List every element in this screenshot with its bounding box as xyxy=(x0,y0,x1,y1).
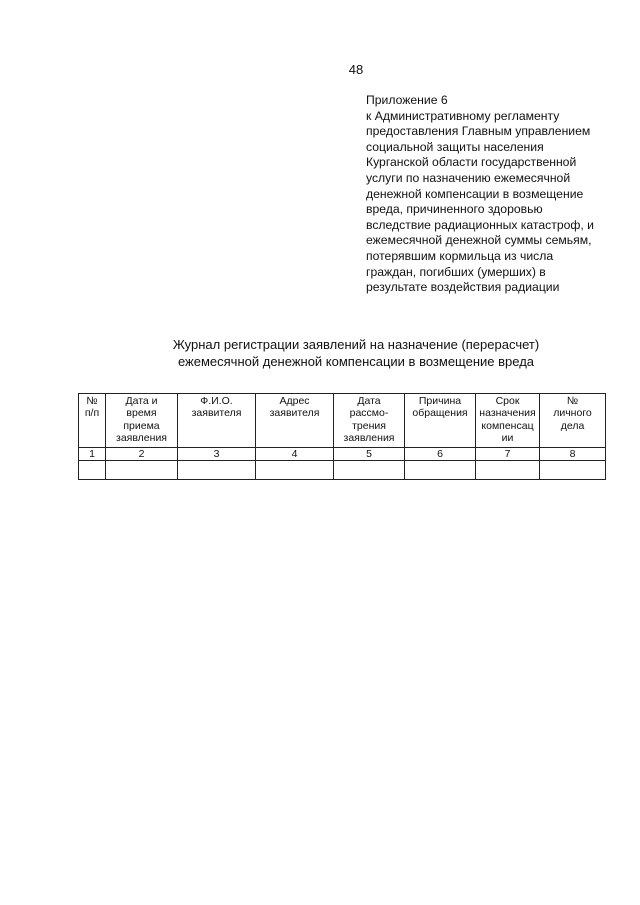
appendix-line: Курганской области государственной xyxy=(366,155,577,170)
appendix-line: потерявшим кормильца из числа xyxy=(366,248,554,263)
empty-cell xyxy=(178,461,256,480)
empty-cell xyxy=(540,461,606,480)
appendix-line: вреда, причиненного здоровью xyxy=(366,202,543,217)
journal-title-line: Журнал регистрации заявлений на назначение (перерасчет) xyxy=(172,337,540,352)
appendix-line: результате воздействия радиации xyxy=(366,280,560,295)
empty-cell xyxy=(106,461,178,480)
appendix-line: к Административному регламенту xyxy=(366,108,560,123)
header-cell-received-date: Дата и время приема заявления xyxy=(106,394,178,448)
appendix-line: Приложение 6 xyxy=(366,93,448,107)
header-cell-review-date: Дата рассмо- трения заявления xyxy=(334,394,405,448)
appendix-line: услуги по назначению ежемесячной xyxy=(366,170,571,185)
empty-cell xyxy=(79,461,106,480)
appendix-line: социальной защиты населения xyxy=(366,139,544,154)
header-cell-file-number: № личного дела xyxy=(540,394,606,448)
appendix-line: граждан, погибших (умерших) в xyxy=(366,264,546,279)
column-number-cell: 5 xyxy=(334,448,405,461)
empty-cell xyxy=(476,461,540,480)
column-number-cell: 1 xyxy=(79,448,106,461)
column-number-cell: 3 xyxy=(178,448,256,461)
empty-cell xyxy=(405,461,476,480)
appendix-line: вследствие радиационных катастроф, и xyxy=(366,217,594,232)
appendix-block xyxy=(366,93,630,296)
column-number-cell: 8 xyxy=(540,448,606,461)
header-cell-number: № п/п xyxy=(79,394,106,448)
appendix-line: ежемесячной денежной суммы семьям, xyxy=(366,233,592,248)
appendix-line: предоставления Главным управлением xyxy=(366,124,591,139)
empty-cell xyxy=(256,461,334,480)
empty-table-row xyxy=(79,461,606,480)
column-number-cell: 6 xyxy=(405,448,476,461)
table-header-row xyxy=(79,394,606,448)
journal-title xyxy=(0,336,640,370)
journal-table xyxy=(78,393,606,480)
column-number-cell: 7 xyxy=(476,448,540,461)
header-cell-applicant-name: Ф.И.О. заявителя xyxy=(178,394,256,448)
header-cell-reason: Причина обращения xyxy=(405,394,476,448)
empty-cell xyxy=(334,461,405,480)
page-number: 48 xyxy=(348,62,364,77)
column-number-cell: 2 xyxy=(106,448,178,461)
journal-title-line: ежемесячной денежной компенсации в возмещение вреда xyxy=(177,354,535,369)
column-number-cell: 4 xyxy=(256,448,334,461)
header-cell-compensation-term: Срок назначения компенсац ии xyxy=(476,394,540,448)
header-cell-applicant-address: Адрес заявителя xyxy=(256,394,334,448)
column-number-row xyxy=(79,448,606,461)
appendix-line: денежной компенсации в возмещение xyxy=(366,186,584,201)
